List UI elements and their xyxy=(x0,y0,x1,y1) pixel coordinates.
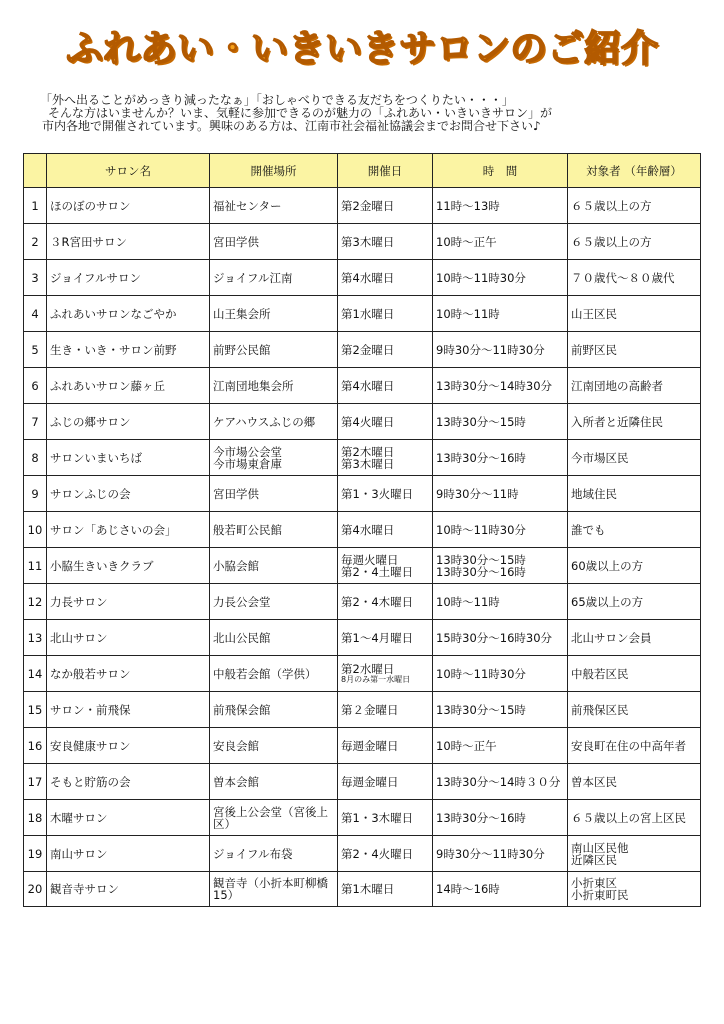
cell-place-line: 力長公会堂 xyxy=(213,594,271,609)
cell-time xyxy=(433,728,568,764)
cell-place xyxy=(210,872,338,907)
cell-target xyxy=(568,620,701,656)
cell-name: ふじの郷サロン xyxy=(47,404,210,440)
cell-name: ふれあいサロンなごやか xyxy=(47,296,210,332)
cell-time-line: 10時～11時30分 xyxy=(436,270,526,285)
cell-day xyxy=(338,260,433,296)
cell-no: 10 xyxy=(24,512,47,548)
table-row xyxy=(24,224,701,260)
cell-day-line: 第4水曜日 xyxy=(341,270,395,285)
cell-time-line: 14時～16時 xyxy=(436,882,500,896)
intro-text xyxy=(40,94,700,133)
cell-day-line: 毎週金曜日 xyxy=(341,774,399,789)
cell-target-line: 60歳以上の方 xyxy=(571,558,644,573)
cell-time-line: 9時30分～11時 xyxy=(436,486,519,501)
cell-place xyxy=(210,656,338,692)
table-row xyxy=(24,512,701,548)
header-time: 時 間 xyxy=(433,154,568,188)
cell-place xyxy=(210,440,338,476)
cell-day-line: 第4水曜日 xyxy=(341,378,395,393)
cell-time-line: 13時30分～16時 xyxy=(436,564,526,579)
cell-place xyxy=(210,260,338,296)
cell-name: 観音寺サロン xyxy=(47,872,210,907)
cell-time-line: 10時～正午 xyxy=(436,738,497,753)
cell-place-line: 中般若会館（学供） xyxy=(213,666,317,681)
cell-day xyxy=(338,692,433,728)
cell-day-line: 第1・3木曜日 xyxy=(341,810,414,825)
cell-target xyxy=(568,512,701,548)
cell-time xyxy=(433,296,568,332)
cell-day xyxy=(338,620,433,656)
cell-time-line: 13時30分～14時30分 xyxy=(436,378,553,393)
intro-line-1: 「外へ出ることがめっきり減ったなぁ」「おしゃべりできる友だちをつくりたい・・・」 xyxy=(40,93,514,107)
header-no xyxy=(24,154,47,188)
cell-target xyxy=(568,548,701,584)
cell-target xyxy=(568,476,701,512)
cell-name: サロンふじの会 xyxy=(47,476,210,512)
table-row xyxy=(24,260,701,296)
cell-place xyxy=(210,224,338,260)
cell-target-line: ６５歳以上の宮上区民 xyxy=(571,810,686,825)
cell-no: 14 xyxy=(24,656,47,692)
cell-target xyxy=(568,728,701,764)
cell-day-line: 第1・3火曜日 xyxy=(341,486,414,501)
cell-time-line: 10時～正午 xyxy=(436,234,497,249)
cell-time xyxy=(433,836,568,872)
cell-no: 20 xyxy=(24,872,47,907)
cell-time xyxy=(433,476,568,512)
table-row xyxy=(24,584,701,620)
cell-target-line: 65歳以上の方 xyxy=(571,594,644,609)
cell-day xyxy=(338,656,433,692)
cell-place-line: 宮田学供 xyxy=(213,486,259,501)
cell-time xyxy=(433,548,568,584)
cell-name: ほのぼのサロン xyxy=(47,188,210,224)
cell-target-line: 誰でも xyxy=(571,522,606,537)
cell-target-line: 安良町在住の中高年者 xyxy=(571,738,686,753)
cell-day xyxy=(338,296,433,332)
cell-time xyxy=(433,620,568,656)
cell-time-line: 13時30分～14時３０分 xyxy=(436,774,561,789)
cell-name: ３R宮田サロン xyxy=(47,224,210,260)
cell-target-line: 中般若区民 xyxy=(571,666,629,681)
header-day: 開催日 xyxy=(338,154,433,188)
cell-no: 8 xyxy=(24,440,47,476)
cell-time xyxy=(433,224,568,260)
cell-place xyxy=(210,836,338,872)
cell-no: 2 xyxy=(24,224,47,260)
cell-target xyxy=(568,260,701,296)
cell-time xyxy=(433,872,568,907)
cell-day-line: 第1～4月曜日 xyxy=(341,630,414,645)
cell-target-line: 南山区民他 xyxy=(571,840,629,855)
cell-time xyxy=(433,440,568,476)
cell-time xyxy=(433,800,568,836)
cell-place xyxy=(210,188,338,224)
cell-name: ジョイフルサロン xyxy=(47,260,210,296)
cell-target xyxy=(568,368,701,404)
cell-day-note: 8月のみ第一水曜日 xyxy=(341,674,411,684)
cell-time xyxy=(433,188,568,224)
cell-no: 18 xyxy=(24,800,47,836)
header-target xyxy=(568,154,701,188)
cell-time-line: 9時30分～11時30分 xyxy=(436,342,545,357)
cell-place-line: 安良会館 xyxy=(213,738,259,753)
table-row xyxy=(24,332,701,368)
cell-no: 1 xyxy=(24,188,47,224)
cell-time-line: 15時30分～16時30分 xyxy=(436,630,553,645)
cell-target-line: 江南団地の高齢者 xyxy=(571,378,663,393)
cell-no: 16 xyxy=(24,728,47,764)
cell-time-line: 10時～11時30分 xyxy=(436,666,526,681)
cell-target-line: 前飛保区民 xyxy=(571,702,629,717)
cell-time xyxy=(433,764,568,800)
cell-no: 3 xyxy=(24,260,47,296)
intro-line-3: 市内各地で開催されています。興味のある方は、江南市社会福祉協議会までお問合せ下さい♪ xyxy=(42,119,541,133)
cell-day-line: 第1水曜日 xyxy=(341,306,395,321)
cell-day xyxy=(338,368,433,404)
cell-day-line: 第4水曜日 xyxy=(341,522,395,537)
cell-day xyxy=(338,872,433,907)
cell-day-line: 第2・4木曜日 xyxy=(341,594,414,609)
table-row xyxy=(24,764,701,800)
cell-time-line: 9時30分～11時30分 xyxy=(436,846,545,861)
cell-time-line: 13時30分～16時 xyxy=(436,810,526,825)
cell-place xyxy=(210,332,338,368)
cell-time xyxy=(433,368,568,404)
cell-place-line: 曽本会館 xyxy=(213,774,259,789)
cell-place-line: 観音寺（小折本町柳橋15） xyxy=(213,876,328,902)
cell-target xyxy=(568,836,701,872)
cell-place-line: 小脇会館 xyxy=(213,558,259,573)
cell-name: 北山サロン xyxy=(47,620,210,656)
cell-day-line: 第2・4火曜日 xyxy=(341,846,414,861)
cell-time xyxy=(433,656,568,692)
table-row xyxy=(24,440,701,476)
cell-day xyxy=(338,440,433,476)
cell-target xyxy=(568,296,701,332)
cell-day xyxy=(338,548,433,584)
cell-day-line: 第1木曜日 xyxy=(341,882,395,896)
cell-target-line: 北山サロン会員 xyxy=(571,630,652,645)
cell-place-line: 前飛保会館 xyxy=(213,702,271,717)
cell-place-line: 福祉センター xyxy=(213,198,282,213)
cell-name: サロン・前飛保 xyxy=(47,692,210,728)
cell-day-line: 毎週火曜日 xyxy=(341,552,399,567)
cell-place xyxy=(210,620,338,656)
cell-place xyxy=(210,728,338,764)
header-name: サロン名 xyxy=(47,154,210,188)
cell-target-line: 地域住民 xyxy=(571,486,617,501)
cell-target-line: 小折東区 xyxy=(571,876,617,890)
cell-place-line: ジョイフル江南 xyxy=(213,270,293,285)
table-row xyxy=(24,368,701,404)
cell-no: 9 xyxy=(24,476,47,512)
cell-target xyxy=(568,692,701,728)
table-row xyxy=(24,620,701,656)
cell-name: なか般若サロン xyxy=(47,656,210,692)
cell-target-line: 前野区民 xyxy=(571,342,617,357)
cell-place-line: 今市場東倉庫 xyxy=(213,456,282,471)
intro-line-2: そんな方はいませんか？いま、気軽に参加できるのが魅力の「ふれあい・いきいきサロン」が xyxy=(48,106,553,120)
cell-no: 15 xyxy=(24,692,47,728)
cell-target xyxy=(568,440,701,476)
cell-target xyxy=(568,404,701,440)
cell-target-line: 小折東町民 xyxy=(571,888,629,902)
cell-place xyxy=(210,692,338,728)
cell-target xyxy=(568,872,701,907)
cell-day xyxy=(338,188,433,224)
table-row xyxy=(24,728,701,764)
cell-name: そもと貯筋の会 xyxy=(47,764,210,800)
cell-no: 11 xyxy=(24,548,47,584)
cell-place xyxy=(210,368,338,404)
cell-time-line: 13時30分～16時 xyxy=(436,450,526,465)
cell-no: 17 xyxy=(24,764,47,800)
cell-time xyxy=(433,332,568,368)
cell-place xyxy=(210,404,338,440)
cell-place-line: 今市場公会堂 xyxy=(213,444,282,459)
cell-target-line: 山王区民 xyxy=(571,306,617,321)
table-row xyxy=(24,836,701,872)
cell-time-line: 13時30分～15時 xyxy=(436,552,526,567)
table-row xyxy=(24,656,701,692)
cell-place xyxy=(210,476,338,512)
cell-target xyxy=(568,584,701,620)
cell-place xyxy=(210,800,338,836)
cell-name: 力長サロン xyxy=(47,584,210,620)
cell-no: 4 xyxy=(24,296,47,332)
cell-day-line: 第２金曜日 xyxy=(341,702,399,717)
cell-place-line: 前野公民館 xyxy=(213,342,271,357)
cell-target-line: 今市場区民 xyxy=(571,450,629,465)
cell-place-line: ジョイフル布袋 xyxy=(213,846,293,861)
table-row xyxy=(24,188,701,224)
cell-name: サロン「あじさいの会」 xyxy=(47,512,210,548)
table-row xyxy=(24,296,701,332)
cell-place xyxy=(210,764,338,800)
cell-no: 13 xyxy=(24,620,47,656)
cell-day xyxy=(338,764,433,800)
cell-place xyxy=(210,512,338,548)
cell-day xyxy=(338,224,433,260)
cell-time xyxy=(433,692,568,728)
cell-target xyxy=(568,332,701,368)
cell-name: 木曜サロン xyxy=(47,800,210,836)
cell-name: 小脇生きいきクラブ xyxy=(47,548,210,584)
cell-target-line: ６５歳以上の方 xyxy=(571,234,652,249)
cell-day xyxy=(338,800,433,836)
cell-target-line: 入所者と近隣住民 xyxy=(571,414,663,429)
cell-no: 7 xyxy=(24,404,47,440)
cell-place xyxy=(210,548,338,584)
table-row xyxy=(24,800,701,836)
cell-place-line: 山王集会所 xyxy=(213,306,271,321)
cell-time xyxy=(433,584,568,620)
cell-day xyxy=(338,584,433,620)
cell-time-line: 11時～13時 xyxy=(436,198,500,213)
table-row xyxy=(24,404,701,440)
cell-day xyxy=(338,728,433,764)
cell-target xyxy=(568,224,701,260)
cell-time-line: 10時～11時30分 xyxy=(436,522,526,537)
header-place: 開催場所 xyxy=(210,154,338,188)
cell-day-line: 第2水曜日 xyxy=(341,661,395,676)
cell-time xyxy=(433,512,568,548)
cell-name: 安良健康サロン xyxy=(47,728,210,764)
table-row xyxy=(24,548,701,584)
cell-day-line: 第2金曜日 xyxy=(341,198,395,213)
cell-day-line: 第3木曜日 xyxy=(341,456,395,471)
cell-time xyxy=(433,260,568,296)
cell-day-line: 第2金曜日 xyxy=(341,342,395,357)
cell-time xyxy=(433,404,568,440)
cell-day xyxy=(338,332,433,368)
cell-target xyxy=(568,800,701,836)
cell-target xyxy=(568,764,701,800)
cell-place-line: ケアハウスふじの郷 xyxy=(213,414,316,429)
cell-name: ふれあいサロン藤ヶ丘 xyxy=(47,368,210,404)
cell-target-line: ６５歳以上の方 xyxy=(571,198,652,213)
cell-place-line: 北山公民館 xyxy=(213,630,271,645)
cell-day-line: 第4火曜日 xyxy=(341,414,395,429)
cell-day-line: 第2・4土曜日 xyxy=(341,564,414,579)
table-body xyxy=(24,188,701,907)
cell-day-line: 毎週金曜日 xyxy=(341,738,399,753)
cell-place-line: 江南団地集会所 xyxy=(213,378,294,393)
cell-place-line: 宮田学供 xyxy=(213,234,259,249)
cell-day xyxy=(338,476,433,512)
cell-no: 12 xyxy=(24,584,47,620)
cell-no: 5 xyxy=(24,332,47,368)
page-title: ふれあい・いきいきサロンのご紹介 xyxy=(66,27,658,70)
cell-place-line: 般若町公民館 xyxy=(213,522,282,537)
cell-day-line: 第2木曜日 xyxy=(341,444,395,459)
salon-table xyxy=(23,153,701,907)
header-target-line-2: （年齢層） xyxy=(624,163,682,178)
cell-place xyxy=(210,296,338,332)
table-row xyxy=(24,476,701,512)
table-header-row xyxy=(24,154,701,188)
cell-name: サロンいまいちば xyxy=(47,440,210,476)
cell-day xyxy=(338,512,433,548)
cell-time-line: 13時30分～15時 xyxy=(436,702,526,717)
table-row xyxy=(24,692,701,728)
cell-day-line: 第3木曜日 xyxy=(341,234,395,249)
cell-time-line: 10時～11時 xyxy=(436,594,500,609)
cell-place-line: 宮後上公会堂（宮後上区） xyxy=(213,804,328,831)
cell-no: 19 xyxy=(24,836,47,872)
cell-target-line: 近隣区民 xyxy=(571,852,617,867)
cell-target-line: ７０歳代～８０歳代 xyxy=(571,270,675,285)
cell-time-line: 13時30分～15時 xyxy=(436,414,526,429)
cell-name: 南山サロン xyxy=(47,836,210,872)
cell-time-line: 10時～11時 xyxy=(436,306,500,321)
cell-no: 6 xyxy=(24,368,47,404)
cell-target xyxy=(568,656,701,692)
cell-target xyxy=(568,188,701,224)
header-target-line-1: 対象者 xyxy=(586,163,621,178)
cell-day xyxy=(338,836,433,872)
cell-name: 生き・いき・サロン前野 xyxy=(47,332,210,368)
cell-place xyxy=(210,584,338,620)
cell-target-line: 曽本区民 xyxy=(571,774,617,789)
cell-day xyxy=(338,404,433,440)
table-row xyxy=(24,872,701,907)
